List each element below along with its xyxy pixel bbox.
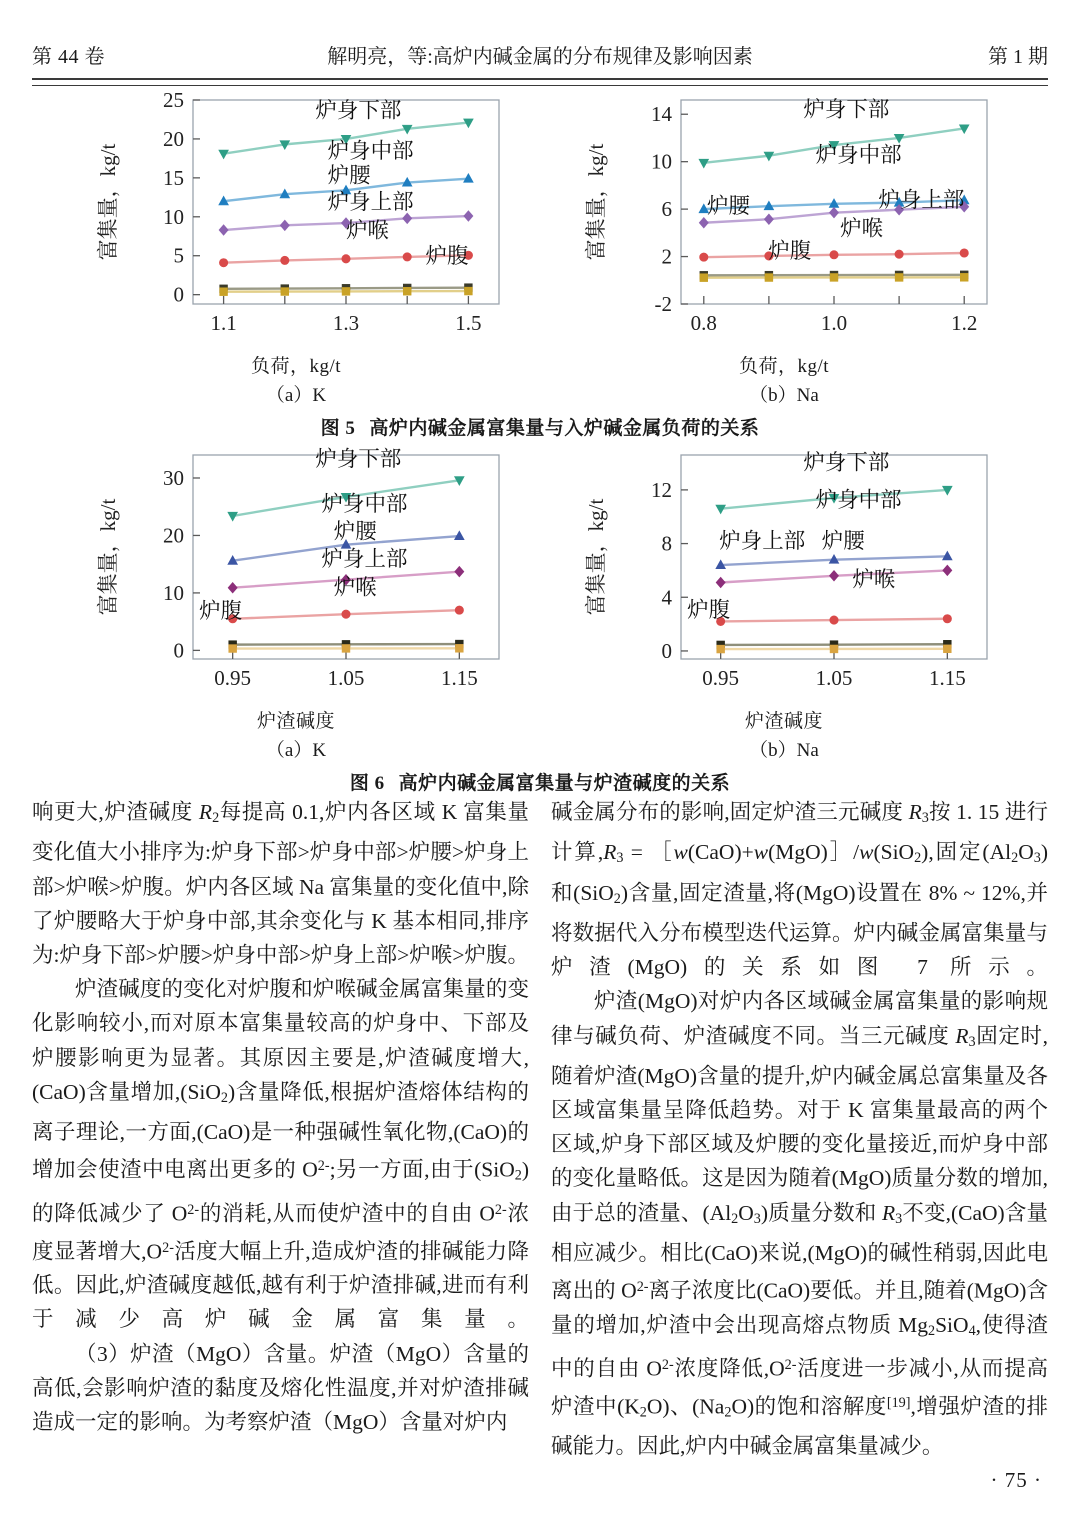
svg-text:炉身上部: 炉身上部	[321, 547, 408, 572]
svg-text:0: 0	[173, 282, 184, 307]
svg-text:10: 10	[651, 149, 672, 174]
figure-5-charts	[0, 88, 1080, 407]
x-axis-title-fig6b: 炉渣碱度	[744, 711, 823, 732]
svg-text:2: 2	[661, 244, 672, 269]
subcaption-fig5a: （a）K	[265, 385, 327, 406]
svg-text:炉腰: 炉腰	[327, 163, 371, 188]
chart-fig6a	[81, 443, 511, 762]
paragraph-r1: 碱金属分布的影响,固定炉渣三元碱度 $R_3$按 1. 15 进行计算$,R_3$ = ［w(CaO)+w(MgO)］/w(SiO$_2$),固定$(Al_2O_3)$和(SiO$_2$)含量,固定渣量,将(MgO)设置在 8% ~ 12%,并将数据代入分布模型迭代运算。炉内碱金属富集量与炉渣(MgO)的关系如图 7 所示。	[551, 800, 1048, 980]
paragraph-r2: 炉渣(MgO)对炉内各区域碱金属富集量的影响规律与碱负荷、炉渣碱度不同。当三元碱度 $R_3$固定时,随着炉渣(MgO)含量的提升,炉内碱金属总富集量及各区域富集量呈降低趋势。对于 K 富集量最高的两个区域,炉身下部区域及炉腰的变化量接近,而炉身中部的变化量略低。这是因为随着(MgO)质量分数的增加,由于总的渣量、$(Al_2O_3)$质量分数和 $R_3$不变,(CaO)含量相应减少。相比(CaO)来说,(MgO)的碱性稍弱,因此电离出的 $O^{2-}$离子浓度比(CaO)要低。并且,随着(MgO)含量的增加,炉渣中会出现高熔点物质 $Mg_2SiO_4$,使得渣中的自由 $O^{2-}$浓度降低$,O^{2-}$活度进一步减小,从而提高炉渣中$(K_2O)$、$(Na_2O)$的饱和溶解度[19],增强炉渣的排碱能力。因此,炉内中碱金属富集量减少。	[551, 989, 1049, 1459]
figure-6-caption	[0, 768, 1080, 795]
svg-text:6: 6	[661, 197, 672, 222]
svg-text:1.05: 1.05	[327, 666, 365, 690]
x-axis-title-fig6a: 炉渣碱度	[256, 711, 335, 732]
paragraph-l3: （3）炉渣（MgO）含量。炉渣（MgO）含量的高低,会影响炉渣的黏度及熔化性温度,并对炉渣排碱造成一定的影响。为考察炉渣（MgO）含量对炉内	[32, 1341, 529, 1434]
svg-text:30: 30	[163, 465, 184, 490]
svg-text:炉喉: 炉喉	[333, 575, 377, 600]
figure-6-number: 图 6	[349, 773, 385, 794]
x-axis-title-fig5a: 负荷，kg/t	[250, 356, 342, 377]
svg-text:炉身上部: 炉身上部	[878, 188, 965, 213]
svg-text:炉腹: 炉腹	[768, 239, 812, 264]
right-column	[551, 795, 1048, 1464]
left-column	[32, 795, 529, 1464]
svg-text:12: 12	[651, 477, 672, 502]
figure-5	[0, 88, 1080, 440]
chart-fig5a	[81, 88, 511, 407]
svg-text:20: 20	[163, 126, 184, 151]
x-axis-title-fig5b: 负荷，kg/t	[738, 356, 830, 377]
subcaption-fig5b: （b）Na	[749, 385, 819, 406]
svg-text:0.95: 0.95	[702, 666, 740, 690]
chart-fig5b	[569, 88, 999, 407]
svg-text:1.3: 1.3	[332, 311, 360, 335]
paragraph-l2: 炉渣碱度的变化对炉腹和炉喉碱金属富集量的变化影响较小,而对原本富集量较高的炉身中、下部及炉腰影响更为显著。其原因主要是,炉渣碱度增大,(CaO)含量增加,(SiO$_2$)含量降低,根据炉渣熔体结构的离子理论,一方面,(CaO)是一种强碱性氧化物,(CaO)的增加会使渣中电离出更多的 $O^{2-}$;另一方面,由于(SiO$_2$)的降低减少了 $O^{2-}$的消耗,从而使炉渣中的自由 $O^{2-}$浓度显著增大$,O^{2-}$活度大幅上升,造成炉渣的排碱能力降低。因此,炉渣碱度越低,越有利于炉渣排碱,进而有利于减少高炉碱金属富集量。	[32, 977, 530, 1332]
svg-text:0: 0	[661, 638, 672, 663]
volume-label: 第 44 卷	[32, 46, 105, 68]
page-number: · 75 ·	[990, 1468, 1042, 1492]
svg-text:炉喉: 炉喉	[852, 567, 896, 592]
svg-text:8: 8	[661, 531, 672, 556]
chart-plot-area-fig5a	[81, 88, 511, 350]
body-columns	[32, 795, 1048, 1464]
svg-text:1.1: 1.1	[210, 311, 237, 335]
svg-text:炉腹: 炉腹	[687, 598, 731, 623]
chart-plot-area-fig6a	[81, 443, 511, 705]
svg-text:0.95: 0.95	[214, 666, 252, 690]
figure-6-caption-text: 高炉内碱金属富集量与炉渣碱度的关系	[398, 773, 731, 794]
svg-text:1.2: 1.2	[951, 311, 978, 335]
figure-5-caption-text: 高炉内碱金属富集量与入炉碱金属负荷的关系	[369, 418, 760, 439]
svg-text:0: 0	[173, 638, 184, 663]
svg-text:炉身中部: 炉身中部	[815, 143, 902, 168]
svg-text:0.8: 0.8	[690, 311, 717, 335]
svg-text:炉腰: 炉腰	[333, 519, 377, 544]
header-rule	[32, 78, 1048, 86]
svg-text:炉腹: 炉腹	[199, 599, 243, 624]
svg-text:炉喉: 炉喉	[346, 218, 390, 243]
svg-text:1.15: 1.15	[440, 666, 478, 690]
figure-5-number: 图 5	[320, 418, 356, 439]
svg-text:1.05: 1.05	[815, 666, 853, 690]
svg-text:炉腰: 炉腰	[707, 194, 751, 219]
svg-text:富集量，kg/t: 富集量，kg/t	[96, 143, 120, 261]
subcaption-fig6a: （a）K	[265, 740, 327, 761]
svg-text:炉身中部: 炉身中部	[327, 139, 414, 164]
paragraph-l1: 响更大,炉渣碱度 $R_2$每提高 0.1,炉内各区域 K 富集量变化值大小排序为:炉身下部>炉身中部>炉腰>炉身上部>炉喉>炉腹。炉内各区域 Na 富集量的变化值中,除了炉腰略大于炉身中部,其余变化与 K 基本相同,排序为:炉身下部>炉腰>炉身中部>炉身上部>炉喉>炉腹。	[32, 800, 529, 967]
svg-text:炉身上部: 炉身上部	[327, 190, 414, 215]
svg-text:1.0: 1.0	[820, 311, 848, 335]
svg-text:5: 5	[173, 243, 184, 268]
figure-6-charts	[0, 443, 1080, 762]
svg-text:15: 15	[163, 165, 184, 190]
article-title: 解明亮，等:高炉内碱金属的分布规律及影响因素	[327, 46, 753, 68]
running-head	[32, 40, 1048, 74]
svg-text:炉身下部: 炉身下部	[315, 98, 402, 123]
chart-plot-area-fig5b	[569, 88, 999, 350]
issue-label: 第 1 期	[988, 46, 1048, 68]
svg-text:炉身下部: 炉身下部	[803, 450, 890, 475]
svg-text:10: 10	[163, 580, 184, 605]
figure-6	[0, 443, 1080, 795]
subcaption-fig6b: （b）Na	[749, 740, 819, 761]
chart-fig6b	[569, 443, 999, 762]
svg-text:炉身下部: 炉身下部	[803, 97, 890, 122]
svg-text:富集量，kg/t: 富集量，kg/t	[584, 143, 608, 261]
svg-text:1.5: 1.5	[455, 311, 482, 335]
svg-text:炉腰: 炉腰	[821, 528, 865, 553]
svg-text:1.15: 1.15	[928, 666, 966, 690]
chart-plot-area-fig6b	[569, 443, 999, 705]
svg-text:4: 4	[661, 585, 672, 610]
svg-text:炉腹: 炉腹	[425, 244, 469, 269]
svg-text:富集量，kg/t: 富集量，kg/t	[584, 498, 608, 616]
svg-text:25: 25	[163, 88, 184, 112]
svg-text:炉喉: 炉喉	[840, 216, 884, 241]
svg-text:富集量，kg/t: 富集量，kg/t	[96, 498, 120, 616]
svg-text:14: 14	[651, 102, 672, 127]
svg-text:炉身中部: 炉身中部	[321, 492, 408, 517]
svg-text:-2: -2	[654, 292, 672, 316]
svg-text:10: 10	[163, 204, 184, 229]
figure-5-caption	[0, 413, 1080, 440]
svg-text:炉身上部: 炉身上部	[719, 528, 806, 553]
svg-text:20: 20	[163, 523, 184, 548]
svg-text:炉身下部: 炉身下部	[315, 447, 402, 472]
svg-text:炉身中部: 炉身中部	[815, 488, 902, 513]
